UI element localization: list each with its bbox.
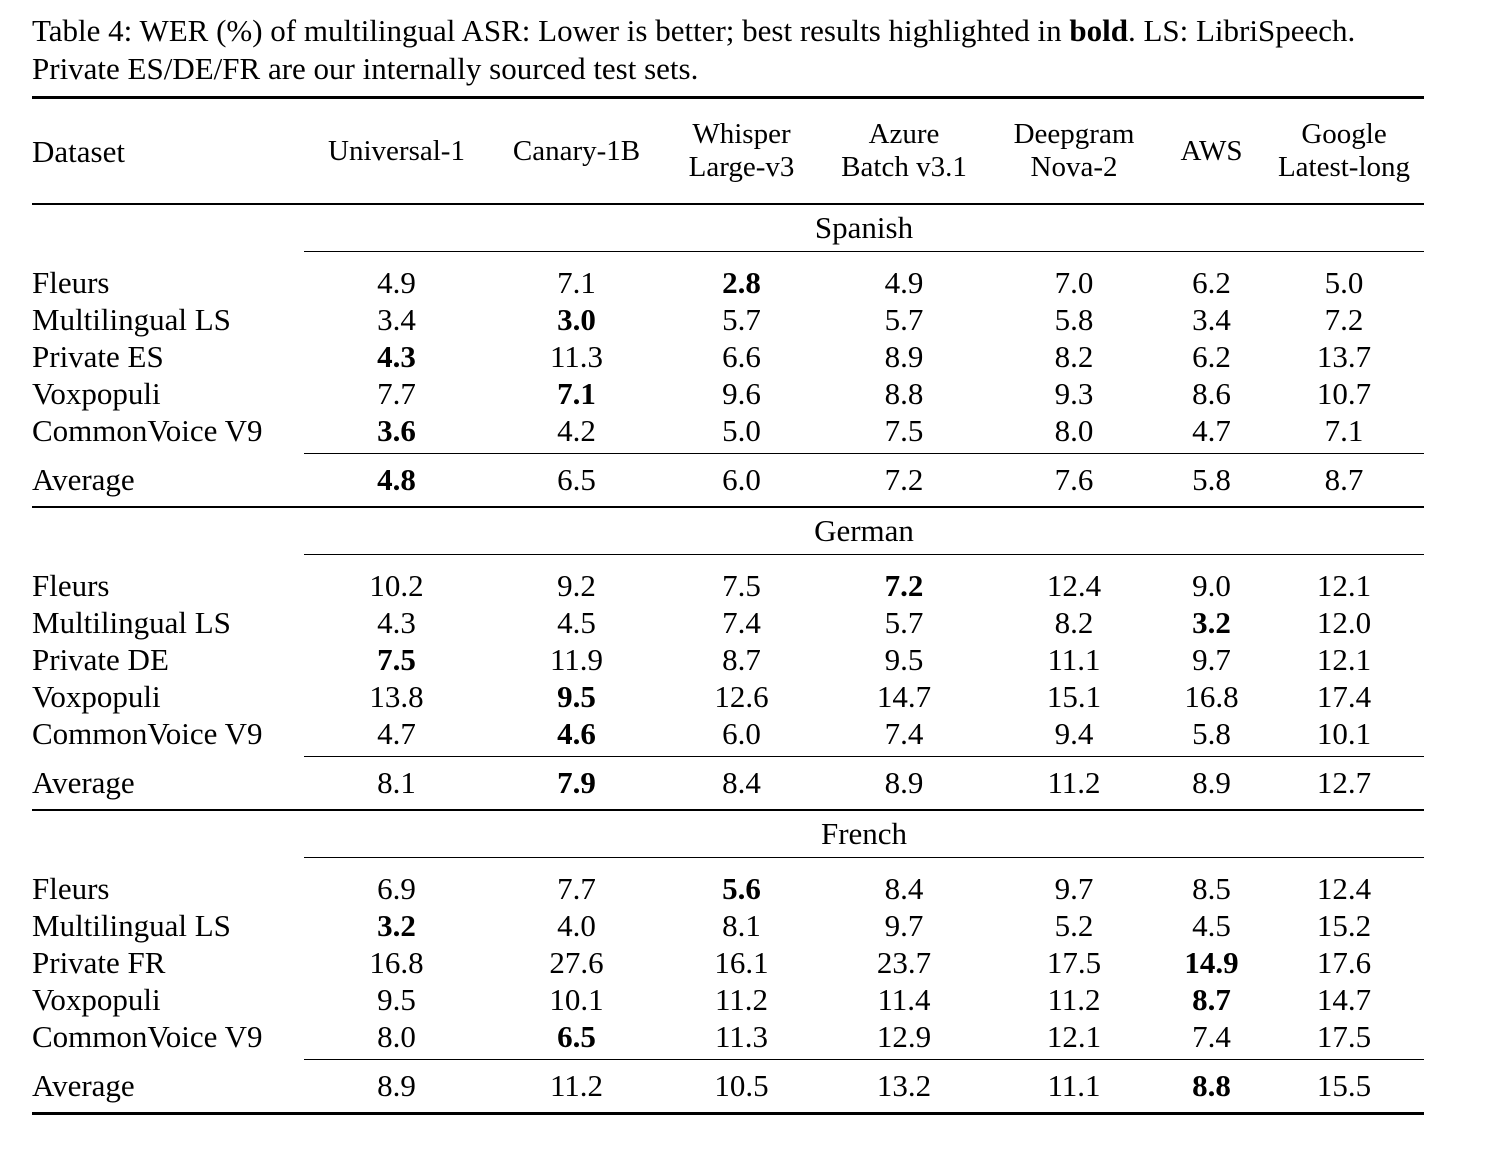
- wer-value: 11.3: [714, 1019, 769, 1054]
- wer-value: 15.2: [1316, 908, 1372, 943]
- wer-value: 23.7: [876, 945, 932, 980]
- average-value: 8.8: [1159, 1060, 1264, 1114]
- wer-value: 7.7: [377, 376, 416, 411]
- table-row: [32, 375, 1424, 412]
- wer-value: 9.5: [557, 679, 596, 714]
- wer-table: [32, 96, 1424, 1115]
- table-row: [32, 1018, 1424, 1055]
- column-header-google: Google Latest-long: [1264, 98, 1424, 205]
- column-header-canary-1b: Canary-1B: [489, 98, 664, 205]
- wer-value: 11.4: [877, 982, 931, 1017]
- wer-value: 12.1: [1316, 642, 1372, 677]
- caption-bold-word: bold: [1069, 13, 1128, 48]
- wer-value: 7.7: [557, 871, 596, 906]
- wer-value: 12.4: [1316, 871, 1372, 906]
- wer-value: 3.6: [377, 413, 416, 448]
- column-header-universal-1: Universal-1: [304, 98, 489, 205]
- wer-value: 8.9: [884, 339, 924, 374]
- wer-value: 6.2: [1192, 339, 1231, 374]
- dataset-name: CommonVoice V9: [32, 1019, 263, 1054]
- wer-value: 7.4: [722, 605, 761, 640]
- wer-value: 7.5: [722, 568, 761, 603]
- column-header-whisper: Whisper Large-v3: [664, 98, 819, 205]
- wer-value: 7.4: [884, 716, 924, 751]
- wer-value: 9.7: [884, 908, 924, 943]
- average-value: 8.9: [1159, 757, 1264, 811]
- average-value: 11.2: [489, 1060, 664, 1114]
- wer-value: 27.6: [549, 945, 604, 980]
- average-value: 12.7: [1264, 757, 1424, 811]
- wer-value: 5.7: [884, 302, 924, 337]
- wer-value: 6.6: [722, 339, 761, 374]
- table-row: [32, 715, 1424, 752]
- average-value: 8.4: [664, 757, 819, 811]
- wer-value: 13.7: [1316, 339, 1372, 374]
- wer-value: 6.5: [557, 1019, 596, 1054]
- wer-value: 12.4: [1046, 568, 1102, 603]
- wer-value: 4.7: [377, 716, 416, 751]
- dataset-name: Fleurs: [32, 265, 110, 300]
- wer-value: 17.4: [1316, 679, 1372, 714]
- wer-value: 3.4: [377, 302, 416, 337]
- table-row: [32, 981, 1424, 1018]
- average-value: 11.1: [989, 1060, 1159, 1114]
- wer-value: 3.0: [557, 302, 596, 337]
- wer-value: 8.8: [884, 376, 924, 411]
- average-value: 7.2: [819, 454, 989, 508]
- column-header-azure: Azure Batch v3.1: [819, 98, 989, 205]
- wer-value: 9.7: [1192, 642, 1231, 677]
- wer-value: 4.5: [1192, 908, 1231, 943]
- average-value: 7.6: [989, 454, 1159, 508]
- average-value: 8.9: [304, 1060, 489, 1114]
- wer-value: 4.5: [557, 605, 596, 640]
- wer-value: 14.7: [1316, 982, 1372, 1017]
- wer-value: 11.9: [549, 642, 604, 677]
- dataset-name: Private DE: [32, 642, 169, 677]
- wer-value: 10.7: [1316, 376, 1372, 411]
- average-value: 8.7: [1264, 454, 1424, 508]
- wer-value: 3.2: [377, 908, 416, 943]
- table-row: [32, 604, 1424, 641]
- average-value: 6.5: [489, 454, 664, 508]
- wer-value: 9.5: [377, 982, 416, 1017]
- wer-value: 12.1: [1046, 1019, 1102, 1054]
- wer-value: 14.9: [1184, 945, 1239, 980]
- wer-value: 8.7: [1192, 982, 1231, 1017]
- average-label: Average: [32, 757, 304, 811]
- wer-value: 7.0: [1054, 265, 1094, 300]
- wer-value: 15.1: [1046, 679, 1102, 714]
- average-row: [32, 1060, 1424, 1114]
- wer-value: 7.5: [377, 642, 416, 677]
- wer-value: 16.1: [714, 945, 769, 980]
- table-row: [32, 907, 1424, 944]
- wer-value: 12.1: [1316, 568, 1372, 603]
- wer-value: 6.0: [722, 716, 761, 751]
- wer-value: 7.2: [1324, 302, 1364, 337]
- wer-value: 16.8: [369, 945, 424, 980]
- average-value: 10.5: [664, 1060, 819, 1114]
- average-row: [32, 757, 1424, 811]
- wer-value: 9.4: [1054, 716, 1094, 751]
- wer-value: 6.9: [377, 871, 416, 906]
- dataset-name: Private ES: [32, 339, 164, 374]
- wer-value: 5.6: [722, 871, 761, 906]
- wer-value: 3.2: [1192, 605, 1231, 640]
- wer-value: 5.8: [1192, 716, 1231, 751]
- wer-value: 4.7: [1192, 413, 1231, 448]
- average-value: 15.5: [1264, 1060, 1424, 1114]
- wer-value: 12.0: [1316, 605, 1372, 640]
- table-body: [32, 204, 1424, 1114]
- table-row: [32, 870, 1424, 907]
- section-language-label: French: [304, 810, 1424, 858]
- dataset-name: Voxpopuli: [32, 982, 161, 1017]
- wer-value: 17.5: [1046, 945, 1102, 980]
- average-value: 4.8: [304, 454, 489, 508]
- wer-value: 8.0: [1054, 413, 1094, 448]
- average-label: Average: [32, 454, 304, 508]
- dataset-name: Private FR: [32, 945, 166, 980]
- wer-value: 7.5: [884, 413, 924, 448]
- table-row: [32, 678, 1424, 715]
- wer-value: 7.1: [1324, 413, 1364, 448]
- wer-value: 7.1: [557, 376, 596, 411]
- column-header-deepgram: Deepgram Nova-2: [989, 98, 1159, 205]
- wer-value: 14.7: [876, 679, 932, 714]
- wer-value: 12.9: [876, 1019, 932, 1054]
- wer-value: 8.0: [377, 1019, 416, 1054]
- wer-value: 12.6: [714, 679, 769, 714]
- wer-value: 11.1: [1047, 642, 1101, 677]
- average-value: 11.2: [989, 757, 1159, 811]
- wer-value: 9.3: [1054, 376, 1094, 411]
- table-caption: [32, 12, 1432, 88]
- wer-value: 5.8: [1054, 302, 1094, 337]
- wer-value: 7.4: [1192, 1019, 1231, 1054]
- section-language-label: German: [304, 507, 1424, 555]
- column-header-dataset: Dataset: [32, 98, 304, 205]
- wer-value: 17.6: [1316, 945, 1372, 980]
- wer-value: 6.2: [1192, 265, 1231, 300]
- caption-suffix: . LS: LibriSpeech. Private ES/DE/FR are our internally sourced test sets.: [32, 13, 1356, 86]
- wer-value: 8.6: [1192, 376, 1231, 411]
- wer-value: 4.3: [377, 605, 416, 640]
- wer-value: 4.9: [884, 265, 924, 300]
- wer-value: 4.6: [557, 716, 596, 751]
- wer-value: 11.3: [549, 339, 604, 374]
- average-row: [32, 454, 1424, 508]
- table-row: [32, 338, 1424, 375]
- wer-value: 5.0: [1324, 265, 1364, 300]
- wer-value: 10.2: [369, 568, 424, 603]
- average-value: 8.9: [819, 757, 989, 811]
- wer-value: 9.5: [884, 642, 924, 677]
- table-row: [32, 412, 1424, 449]
- section-header-row: [32, 204, 1424, 252]
- section-header-row: [32, 507, 1424, 555]
- wer-value: 7.1: [557, 265, 596, 300]
- header-row: [32, 98, 1424, 205]
- wer-value: 8.5: [1192, 871, 1231, 906]
- wer-value: 11.2: [1047, 982, 1101, 1017]
- wer-value: 2.8: [722, 265, 761, 300]
- wer-value: 4.9: [377, 265, 416, 300]
- dataset-name: CommonVoice V9: [32, 413, 263, 448]
- wer-value: 13.8: [369, 679, 424, 714]
- dataset-name: Multilingual LS: [32, 605, 231, 640]
- wer-value: 5.7: [884, 605, 924, 640]
- average-value: 6.0: [664, 454, 819, 508]
- average-label: Average: [32, 1060, 304, 1114]
- wer-value: 11.2: [714, 982, 769, 1017]
- column-header-aws: AWS: [1159, 98, 1264, 205]
- wer-value: 3.4: [1192, 302, 1231, 337]
- dataset-name: Multilingual LS: [32, 302, 231, 337]
- wer-value: 9.0: [1192, 568, 1231, 603]
- wer-value: 9.7: [1054, 871, 1094, 906]
- dataset-name: Multilingual LS: [32, 908, 231, 943]
- wer-value: 8.2: [1054, 339, 1094, 374]
- wer-value: 4.3: [377, 339, 416, 374]
- wer-value: 5.7: [722, 302, 761, 337]
- dataset-name: Fleurs: [32, 568, 110, 603]
- wer-value: 17.5: [1316, 1019, 1372, 1054]
- average-value: 7.9: [489, 757, 664, 811]
- table-row: [32, 641, 1424, 678]
- dataset-name: Fleurs: [32, 871, 110, 906]
- wer-value: 9.2: [557, 568, 596, 603]
- wer-value: 10.1: [1316, 716, 1372, 751]
- wer-value: 16.8: [1184, 679, 1239, 714]
- wer-value: 8.1: [722, 908, 761, 943]
- dataset-name: CommonVoice V9: [32, 716, 263, 751]
- wer-value: 4.0: [557, 908, 596, 943]
- dataset-name: Voxpopuli: [32, 376, 161, 411]
- table-row: [32, 264, 1424, 301]
- wer-value: 5.0: [722, 413, 761, 448]
- table-row: [32, 567, 1424, 604]
- caption-prefix: Table 4: WER (%) of multilingual ASR: Lower is better; best results highlighted in: [32, 13, 1070, 48]
- average-value: 8.1: [304, 757, 489, 811]
- wer-value: 5.2: [1054, 908, 1094, 943]
- table-row: [32, 301, 1424, 338]
- wer-value: 10.1: [549, 982, 604, 1017]
- average-value: 5.8: [1159, 454, 1264, 508]
- section-language-label: Spanish: [304, 204, 1424, 252]
- table-row: [32, 944, 1424, 981]
- average-value: 13.2: [819, 1060, 989, 1114]
- section-header-row: [32, 810, 1424, 858]
- dataset-name: Voxpopuli: [32, 679, 161, 714]
- wer-value: 4.2: [557, 413, 596, 448]
- wer-value: 7.2: [884, 568, 924, 603]
- wer-value: 8.2: [1054, 605, 1094, 640]
- wer-value: 8.7: [722, 642, 761, 677]
- wer-value: 8.4: [884, 871, 924, 906]
- wer-value: 9.6: [722, 376, 761, 411]
